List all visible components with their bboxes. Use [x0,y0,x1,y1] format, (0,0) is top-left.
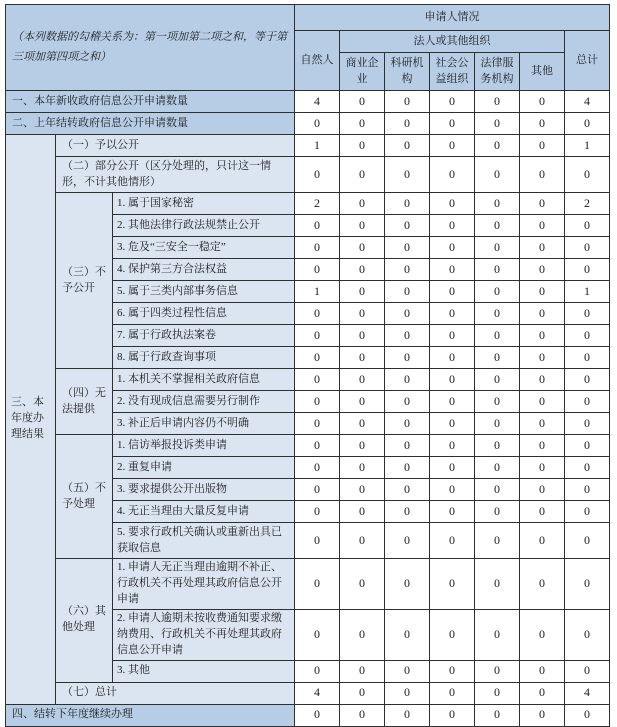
value-cell: 0 [295,113,340,135]
value-cell: 0 [520,215,565,237]
value-cell: 0 [385,113,430,135]
value-cell: 0 [340,193,385,215]
value-cell: 0 [385,237,430,259]
value-cell: 0 [430,609,475,660]
value-cell: 0 [340,457,385,479]
value-cell: 0 [340,325,385,347]
value-cell: 0 [520,113,565,135]
value-cell: 0 [295,259,340,281]
value-cell: 4 [295,682,340,704]
value-cell: 0 [475,237,520,259]
value-cell: 0 [565,215,610,237]
value-cell: 0 [475,347,520,369]
value-cell: 0 [475,303,520,325]
value-cell: 0 [475,157,520,193]
value-cell: 0 [295,157,340,193]
value-cell: 0 [520,281,565,303]
value-cell: 0 [340,369,385,391]
value-cell: 0 [475,325,520,347]
value-cell: 0 [430,347,475,369]
value-cell: 0 [520,259,565,281]
value-cell: 0 [340,523,385,559]
item-label-3-3-5: 5. 属于三类内部事务信息 [113,281,295,303]
value-cell: 0 [565,479,610,501]
value-cell: 0 [565,660,610,682]
value-cell: 0 [475,215,520,237]
value-cell: 1 [565,135,610,157]
value-cell: 0 [520,704,565,726]
item-label-3-3-2: 2. 其他法律行政法规禁止公开 [113,215,295,237]
value-cell: 0 [340,413,385,435]
item-label-3-5-3: 3. 要求提供公开出版物 [113,479,295,501]
item-label-3-4-2: 2. 没有现成信息需要另行制作 [113,391,295,413]
value-cell: 0 [565,259,610,281]
section-row-label-1: 一、本年新收政府信息公开申请数量 [6,91,295,113]
group-label-3-6: （六）其他处理 [56,559,113,683]
value-cell: 0 [430,413,475,435]
value-cell: 0 [385,609,430,660]
header-legal-org-title: 法人或其他组织 [340,31,565,53]
value-cell: 0 [340,347,385,369]
group-label-3-5: （五）不予处理 [56,435,113,559]
value-cell: 0 [475,660,520,682]
value-cell: 4 [565,682,610,704]
value-cell: 1 [295,135,340,157]
value-cell: 1 [295,281,340,303]
header-org-col-public-welfare: 社会公益组织 [430,53,475,91]
section3-label: 三、本年度办理结果 [6,135,56,705]
section-row-label-2: 二、上年结转政府信息公开申请数量 [6,113,295,135]
value-cell: 4 [565,91,610,113]
value-cell: 0 [385,479,430,501]
value-cell: 0 [340,609,385,660]
value-cell: 0 [520,347,565,369]
item-label-3-6-1: 1. 申请人无正当理由逾期不补正、行政机关不再处理其政府信息公开申请 [113,559,295,610]
value-cell: 0 [295,325,340,347]
value-cell: 0 [340,303,385,325]
value-cell: 0 [475,135,520,157]
item-label-3-5-4: 4. 无正当理由大量反复申请 [113,501,295,523]
value-cell: 0 [520,303,565,325]
value-cell: 0 [430,157,475,193]
value-cell: 0 [520,237,565,259]
value-cell: 0 [520,435,565,457]
value-cell: 0 [475,704,520,726]
header-natural-person: 自然人 [295,31,340,91]
value-cell: 0 [385,369,430,391]
value-cell: 0 [295,457,340,479]
value-cell: 0 [520,559,565,610]
gov-info-request-table [5,4,610,727]
value-cell: 0 [475,413,520,435]
value-cell: 2 [295,193,340,215]
value-cell: 0 [430,259,475,281]
value-cell: 0 [565,609,610,660]
value-cell: 0 [475,369,520,391]
value-cell: 0 [565,325,610,347]
value-cell: 0 [385,281,430,303]
item-label-3-5-5: 5. 要求行政机关确认或重新出具已获取信息 [113,523,295,559]
value-cell: 0 [430,682,475,704]
value-cell: 0 [475,91,520,113]
value-cell: 0 [475,391,520,413]
value-cell: 0 [430,391,475,413]
value-cell: 0 [430,215,475,237]
value-cell: 0 [385,660,430,682]
section-row-label-4: 四、结转下年度继续办理 [6,704,295,726]
group-label-3-3: （三）不予公开 [56,193,113,369]
value-cell: 4 [295,91,340,113]
value-cell: 0 [565,501,610,523]
value-cell: 0 [340,215,385,237]
value-cell: 0 [295,391,340,413]
value-cell: 0 [385,682,430,704]
item-label-3-3-3: 3. 危及“三安全一稳定” [113,237,295,259]
value-cell: 0 [565,559,610,610]
value-cell: 0 [385,259,430,281]
header-org-col-legal-service: 法律服务机构 [475,53,520,91]
value-cell: 0 [430,281,475,303]
header-org-col-business: 商业企业 [340,53,385,91]
value-cell: 0 [385,347,430,369]
value-cell: 0 [385,704,430,726]
value-cell: 2 [565,193,610,215]
value-cell: 0 [340,660,385,682]
value-cell: 0 [520,91,565,113]
value-cell: 0 [295,237,340,259]
value-cell: 0 [340,281,385,303]
value-cell: 0 [385,435,430,457]
value-cell: 0 [385,523,430,559]
value-cell: 0 [430,559,475,610]
value-cell: 0 [520,325,565,347]
value-cell: 0 [430,135,475,157]
value-cell: 0 [385,91,430,113]
value-cell: 0 [385,157,430,193]
item-label-3-3-4: 4. 保护第三方合法权益 [113,259,295,281]
header-org-col-research: 科研机构 [385,53,430,91]
value-cell: 0 [295,215,340,237]
value-cell: 0 [340,113,385,135]
value-cell: 0 [520,682,565,704]
value-cell: 0 [475,479,520,501]
value-cell: 0 [565,157,610,193]
value-cell: 0 [295,413,340,435]
item-label-3-3-7: 7. 属于行政执法案卷 [113,325,295,347]
value-cell: 0 [340,237,385,259]
value-cell: 1 [565,281,610,303]
value-cell: 0 [520,413,565,435]
value-cell: 0 [565,413,610,435]
value-cell: 0 [430,457,475,479]
value-cell: 0 [295,609,340,660]
item-label-3-3-8: 8. 属于行政查询事项 [113,347,295,369]
value-cell: 0 [520,479,565,501]
value-cell: 0 [520,369,565,391]
header-org-col-other: 其他 [520,53,565,91]
value-cell: 0 [475,682,520,704]
value-cell: 0 [340,91,385,113]
value-cell: 0 [295,501,340,523]
value-cell: 0 [520,193,565,215]
value-cell: 0 [295,369,340,391]
value-cell: 0 [565,347,610,369]
value-cell: 0 [475,457,520,479]
value-cell: 0 [430,523,475,559]
value-cell: 0 [520,457,565,479]
value-cell: 0 [295,347,340,369]
value-cell: 0 [385,559,430,610]
value-cell: 0 [520,660,565,682]
value-cell: 0 [385,501,430,523]
value-cell: 0 [520,157,565,193]
value-cell: 0 [295,559,340,610]
item-label-3-7: （七）总计 [56,682,295,704]
value-cell: 0 [475,281,520,303]
value-cell: 0 [430,237,475,259]
value-cell: 0 [295,704,340,726]
value-cell: 0 [475,435,520,457]
item-label-3-5-1: 1. 信访举报投诉类申请 [113,435,295,457]
value-cell: 0 [475,113,520,135]
value-cell: 0 [340,682,385,704]
value-cell: 0 [295,435,340,457]
value-cell: 0 [475,501,520,523]
value-cell: 0 [475,559,520,610]
item-label-3-5-2: 2. 重复申请 [113,457,295,479]
value-cell: 0 [430,91,475,113]
value-cell: 0 [565,435,610,457]
value-cell: 0 [430,325,475,347]
value-cell: 0 [385,303,430,325]
value-cell: 0 [475,609,520,660]
value-cell: 0 [340,391,385,413]
value-cell: 0 [430,704,475,726]
value-cell: 0 [295,660,340,682]
value-cell: 0 [340,435,385,457]
value-cell: 0 [385,325,430,347]
item-label-3-4-3: 3. 补正后申请内容仍不明确 [113,413,295,435]
value-cell: 0 [565,303,610,325]
header-total: 总计 [565,31,610,91]
value-cell: 0 [430,303,475,325]
note-cell: （本列数据的勾稽关系为：第一项加第二项之和，等于第三项加第四项之和） [6,5,295,91]
value-cell: 0 [340,479,385,501]
value-cell: 0 [430,501,475,523]
value-cell: 0 [565,457,610,479]
value-cell: 0 [340,704,385,726]
item-label-3-4-1: 1. 本机关不掌握相关政府信息 [113,369,295,391]
value-cell: 0 [340,135,385,157]
value-cell: 0 [340,559,385,610]
header-applicant-title: 申请人情况 [295,5,610,31]
value-cell: 0 [520,391,565,413]
item-label-3-6-2: 2. 申请人逾期未按收费通知要求缴纳费用、行政机关不再处理其政府信息公开申请 [113,609,295,660]
value-cell: 0 [295,303,340,325]
value-cell: 0 [520,135,565,157]
value-cell: 0 [430,479,475,501]
value-cell: 0 [340,157,385,193]
value-cell: 0 [385,215,430,237]
value-cell: 0 [385,457,430,479]
value-cell: 0 [565,704,610,726]
value-cell: 0 [430,435,475,457]
value-cell: 0 [430,660,475,682]
value-cell: 0 [430,369,475,391]
value-cell: 0 [475,193,520,215]
value-cell: 0 [430,113,475,135]
item-label-3-3-1: 1. 属于国家秘密 [113,193,295,215]
value-cell: 0 [385,193,430,215]
group-label-3-4: （四）无法提供 [56,369,113,435]
value-cell: 0 [565,237,610,259]
value-cell: 0 [430,193,475,215]
value-cell: 0 [520,523,565,559]
item-label-3-3-6: 6. 属于四类过程性信息 [113,303,295,325]
item-label-3-1: （一）予以公开 [56,135,295,157]
value-cell: 0 [475,523,520,559]
value-cell: 0 [385,135,430,157]
item-label-3-2: （二）部分公开（区分处理的，只计这一情形，不计其他情形） [56,157,295,193]
value-cell: 0 [385,413,430,435]
value-cell: 0 [340,501,385,523]
value-cell: 0 [295,523,340,559]
value-cell: 0 [520,501,565,523]
value-cell: 0 [340,259,385,281]
item-label-3-6-3: 3. 其他 [113,660,295,682]
value-cell: 0 [295,479,340,501]
value-cell: 0 [565,523,610,559]
value-cell: 0 [565,369,610,391]
value-cell: 0 [565,391,610,413]
value-cell: 0 [520,609,565,660]
value-cell: 0 [565,113,610,135]
value-cell: 0 [475,259,520,281]
value-cell: 0 [385,391,430,413]
